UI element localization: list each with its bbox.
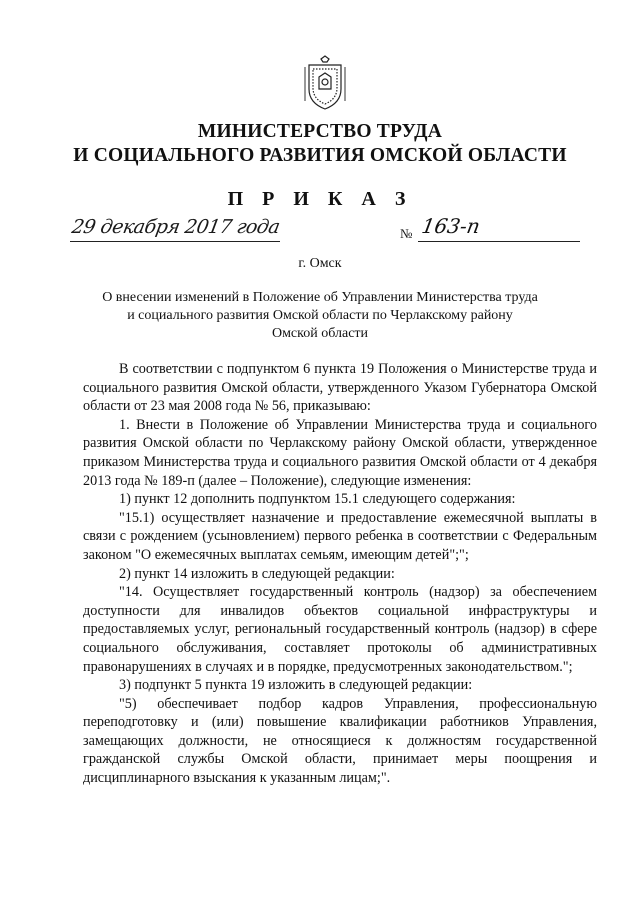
order-body <box>83 360 597 788</box>
subject-line: и социального развития Омской области по Черлакскому району <box>127 308 513 323</box>
body-paragraph: 1) пункт 12 дополнить подпунктом 15.1 следующего содержания: <box>119 491 516 508</box>
order-subject <box>80 289 560 343</box>
body-paragraph: "5) обеспечивает подбор кадров Управления, профессиональную переподготовку и (или) повышение квалификации работников Управления, замещающих должности, не относящиеся к должностям государственной гражданской службы Омской области, принимает меры поощрения и дисциплинарного взыскания к указанным лицам;". <box>83 695 597 787</box>
number-underline <box>418 241 580 242</box>
body-paragraph: "15.1) осуществляет назначение и предоставление ежемесячной выплаты в связи с рождением (усыновлением) первого ребенка в соответствии с Федеральным законом "О ежемесячных выплатах семьям, имеющим детей";"; <box>83 509 597 563</box>
city-name: г. Омск <box>298 256 342 271</box>
body-paragraph: 1. Внести в Положение об Управлении Министерства труда и социального развития Омской области по Черлакскому району Омской области, утвержденное приказом Министерства труда и социального развития Омской области от 4 декабря 2013 года № 189-п (далее – Положение), следующие изменения: <box>83 416 597 489</box>
subject-line: О внесении изменений в Положение об Управлении Министерства труда <box>102 290 538 305</box>
coat-of-arms-emblem-icon <box>303 55 347 111</box>
ministry-name-line1: МИНИСТЕРСТВО ТРУДА <box>197 121 443 142</box>
body-paragraph: 3) подпункт 5 пункта 19 изложить в следующей редакции: <box>119 677 473 694</box>
document-type-title: П Р И К А З <box>227 188 413 210</box>
order-number-label: № <box>400 226 413 241</box>
body-paragraph: "14. Осуществляет государственный контроль (надзор) за обеспечением доступности для инвалидов объектов социальной инфраструктуры и предоставляемых услуг, региональный государственный контроль (надзор) в сфере социального обслуживания, составляет протоколы об административных правонарушениях в случаях и в порядке, предусмотренных законодательством."; <box>83 584 597 675</box>
order-number-handwritten: 163-п <box>419 214 482 238</box>
subject-line: Омской области <box>271 326 369 341</box>
order-date-handwritten: 29 декабря 2017 года <box>70 216 282 238</box>
date-underline <box>70 241 280 242</box>
body-paragraph: В соответствии с подпунктом 6 пункта 19 Положения о Министерстве труда и социального развития Омской области, утвержденного Указом Губернатора Омской области от 23 мая 2008 года № 56, приказываю: <box>83 361 597 415</box>
body-paragraph: 2) пункт 14 изложить в следующей редакции: <box>119 565 395 582</box>
ministry-name-line2: И СОЦИАЛЬНОГО РАЗВИТИЯ ОМСКОЙ ОБЛАСТИ <box>73 145 567 166</box>
